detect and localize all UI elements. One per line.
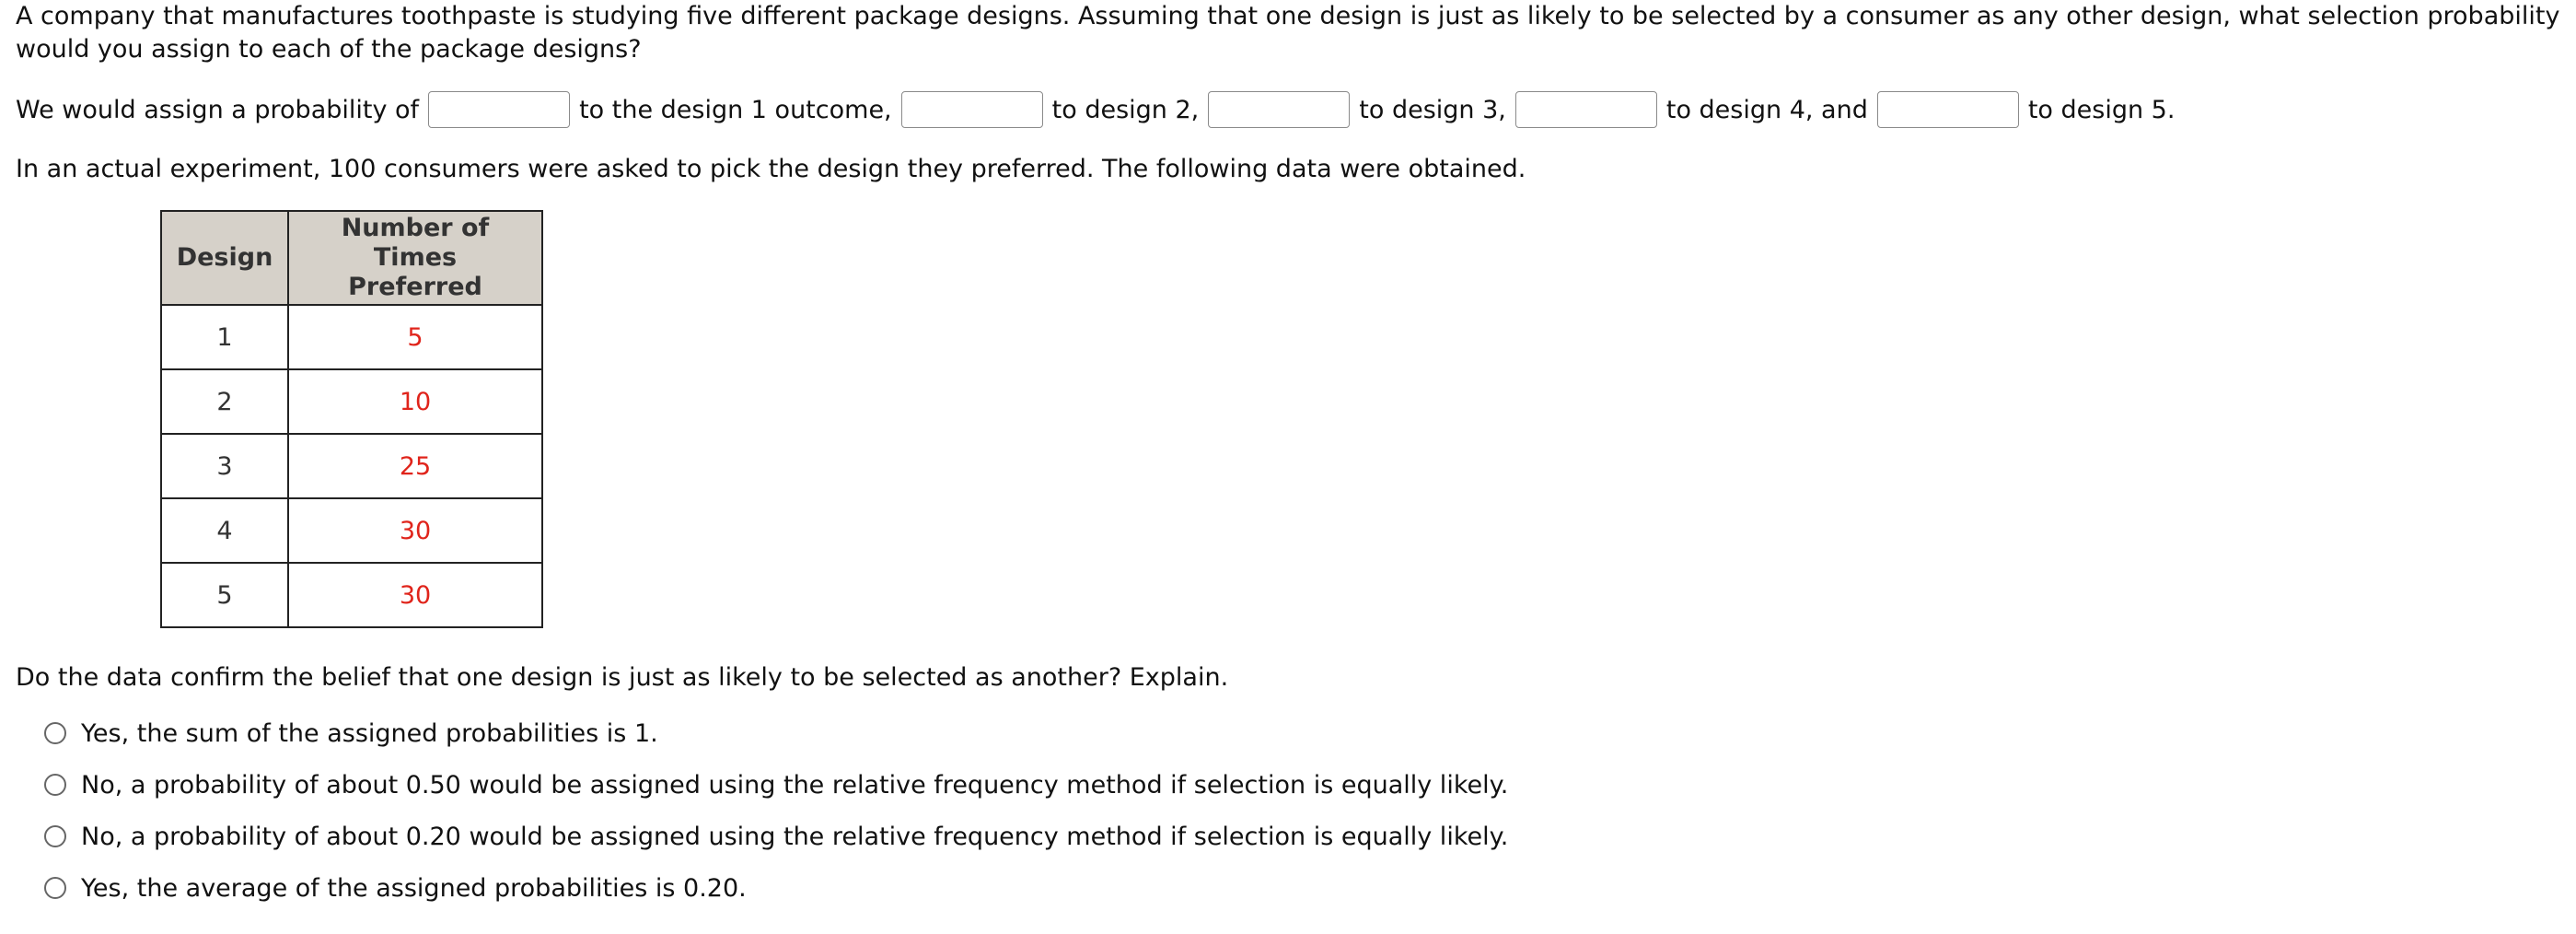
design-4-probability-input[interactable] — [1515, 91, 1657, 128]
design-cell: 4 — [161, 498, 288, 563]
answer-option-2[interactable] — [44, 759, 1508, 811]
design-cell: 3 — [161, 434, 288, 498]
radio-button[interactable] — [44, 774, 66, 796]
design-cell: 1 — [161, 305, 288, 369]
table-row — [161, 498, 542, 563]
assignment-design-4-text: to design 4, and — [1665, 95, 1868, 124]
design-cell: 5 — [161, 563, 288, 627]
table-row — [161, 305, 542, 369]
answer-options — [44, 707, 1508, 914]
design-column-header: Design — [161, 211, 288, 305]
times-preferred-cell: 25 — [288, 434, 542, 498]
design-2-probability-input[interactable] — [901, 91, 1043, 128]
design-3-probability-input[interactable] — [1208, 91, 1350, 128]
answer-option-label: No, a probability of about 0.50 would be assigned using the relative frequency method if selection is equally likely. — [81, 770, 1509, 800]
design-1-probability-input[interactable] — [428, 91, 570, 128]
table-row — [161, 369, 542, 434]
assignment-design-5-text: to design 5. — [2027, 95, 2176, 124]
times-preferred-cell: 30 — [288, 498, 542, 563]
times-preferred-cell: 30 — [288, 563, 542, 627]
answer-option-3[interactable] — [44, 811, 1508, 862]
question-text: A company that manufactures toothpaste is studying five different package designs. Assuming that one design is just as likely to be selected by a consumer as any other design, what selection probability would you assign to each of the package designs? — [16, 2, 2560, 64]
table-header-row — [161, 211, 542, 305]
answer-option-label: Yes, the average of the assigned probabilities is 0.20. — [81, 873, 747, 903]
times-preferred-header-text: Number of Times Preferred — [341, 214, 490, 301]
design-5-probability-input[interactable] — [1877, 91, 2019, 128]
probability-assignment-sentence — [16, 88, 2175, 131]
assignment-design-2-text: to design 2, — [1051, 95, 1200, 124]
table-row — [161, 563, 542, 627]
answer-option-label: No, a probability of about 0.20 would be assigned using the relative frequency method if selection is equally likely. — [81, 822, 1509, 851]
preference-data-table — [160, 210, 543, 628]
radio-button[interactable] — [44, 877, 66, 899]
table-row — [161, 434, 542, 498]
design-cell: 2 — [161, 369, 288, 434]
assignment-design-1-text: to the design 1 outcome, — [579, 95, 892, 124]
times-preferred-column-header — [288, 211, 542, 305]
experiment-intro-text: In an actual experiment, 100 consumers were asked to pick the design they preferred. The following data were obtained. — [16, 155, 1526, 183]
answer-option-4[interactable] — [44, 862, 1508, 914]
radio-button[interactable] — [44, 722, 66, 744]
confirm-question-text: Do the data confirm the belief that one design is just as likely to be selected as another? Explain. — [16, 663, 1229, 692]
assignment-lead-text: We would assign a probability of — [16, 95, 420, 124]
times-preferred-cell: 10 — [288, 369, 542, 434]
times-preferred-cell: 5 — [288, 305, 542, 369]
assignment-design-3-text: to design 3, — [1359, 95, 1506, 124]
answer-option-label: Yes, the sum of the assigned probabilities is 1. — [81, 718, 658, 748]
radio-button[interactable] — [44, 825, 66, 847]
answer-option-1[interactable] — [44, 707, 1508, 759]
